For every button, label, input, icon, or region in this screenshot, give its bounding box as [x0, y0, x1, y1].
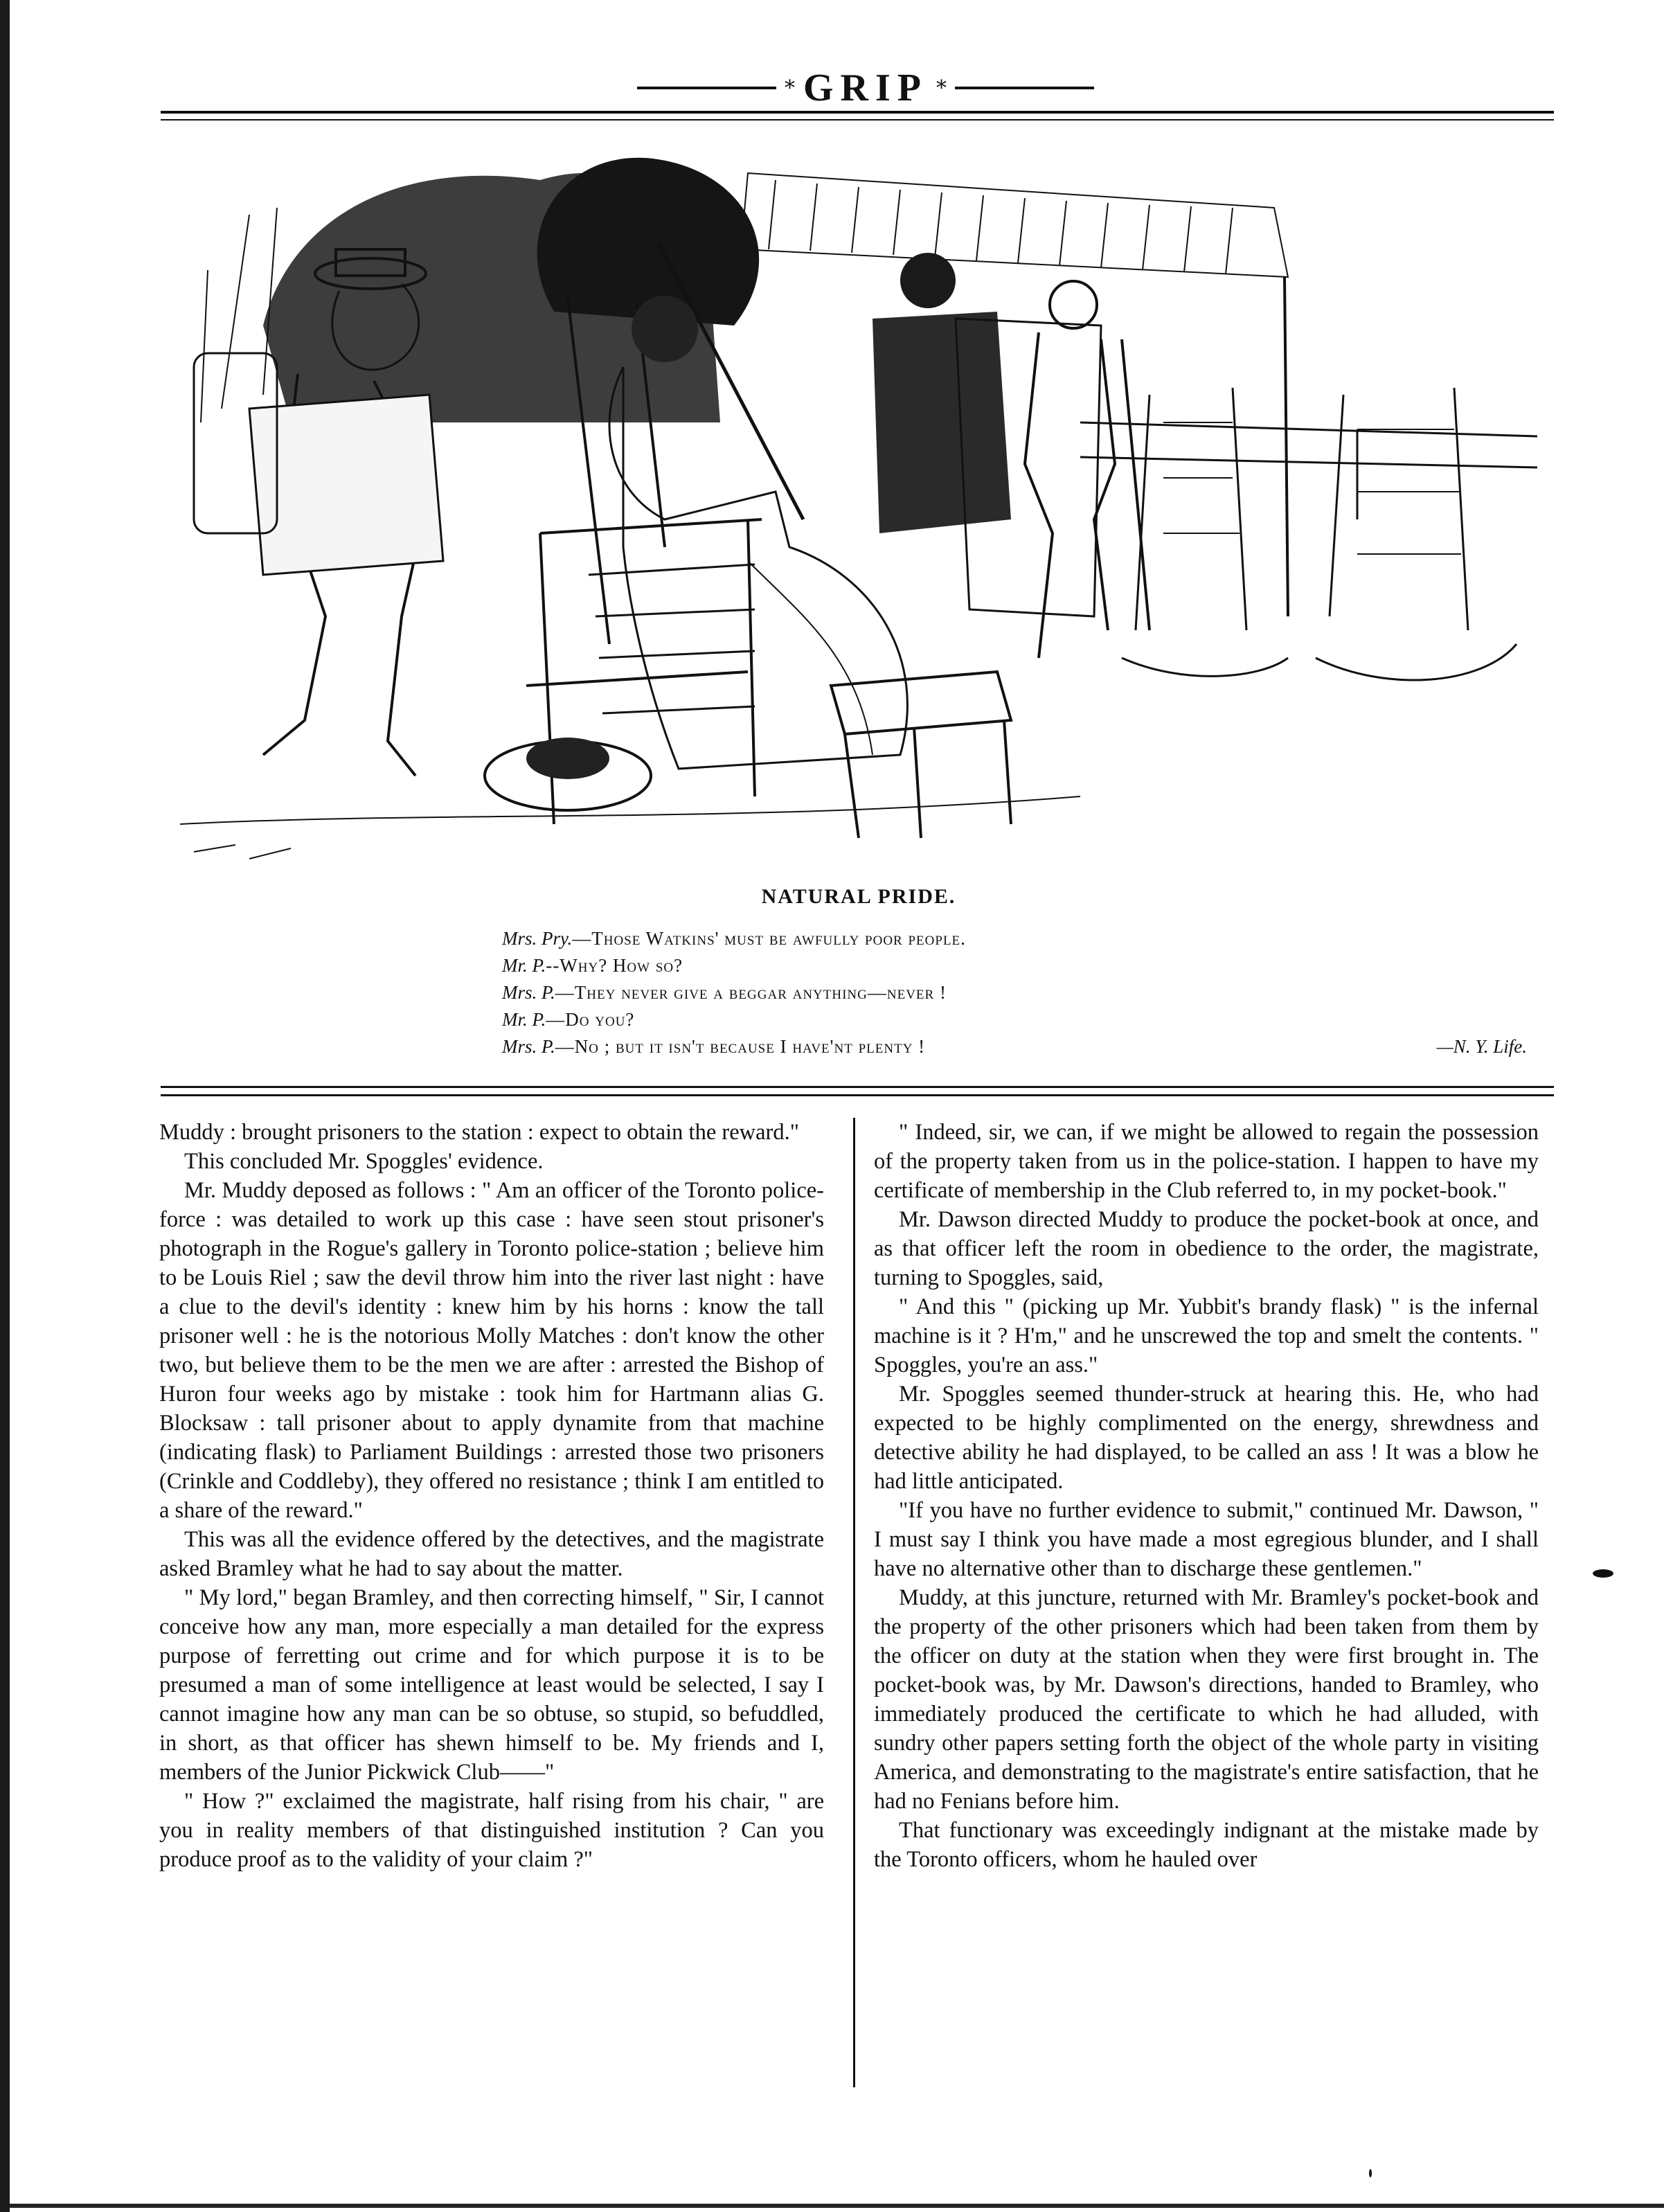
header-rule-thin [161, 119, 1554, 121]
print-blemish [1593, 1569, 1613, 1578]
masthead-rule-right [955, 87, 1094, 89]
article-paragraph: That functionary was exceedingly indignant at the mistake made by the Toronto officers, whom he hauled over [874, 1818, 1539, 1872]
section-rule-top [161, 1086, 1554, 1088]
dialogue-speaker: Mrs. Pry. [502, 928, 573, 949]
cartoon-caption-title: NATURAL PRIDE. [761, 885, 956, 908]
column-divider [853, 1118, 855, 2087]
masthead-star-icon: * [936, 75, 947, 100]
dialogue-line [502, 979, 1527, 1006]
article-paragraph: Muddy, at this juncture, returned with Mr. Bramley's pocket-book and the property of the other prisoners which had been taken from them by the officer on duty at the station when they were first brought in. The pocket-book was, by Mr. Dawson's directions, handed to Bramley, who immediately produced the certificate to which he had alluded, with sundry other papers setting forth the object of the whole party in visiting America, and demonstrating to the magistrate's entire satisfaction, that he had no Fenians before him. [874, 1585, 1539, 1814]
masthead-title: GRIP [803, 66, 928, 109]
dialogue-speaker: Mrs. P. [502, 1036, 555, 1057]
cartoon-dialogue [502, 925, 1527, 1060]
dialogue-text: —They never give a beggar anything—never ! [555, 982, 947, 1003]
article-paragraph: Mr. Dawson directed Muddy to produce the pocket-book at once, and as that officer left the room in obedience to the order, the magistrate, turning to Spoggles, said, [874, 1207, 1539, 1290]
section-rule-bottom [161, 1094, 1554, 1096]
dialogue-text: —No ; but it isn't because I have'nt plenty ! [555, 1036, 926, 1057]
dialogue-text: —Those Watkins' must be awfully poor people. [572, 928, 966, 949]
masthead-rule-left [637, 87, 776, 89]
masthead [637, 64, 1094, 112]
dialogue-line [502, 1033, 1527, 1060]
dialogue-speaker: Mrs. P. [502, 982, 555, 1003]
cartoon-source-credit: —N. Y. Life. [1436, 1036, 1527, 1057]
article-paragraph: Mr. Spoggles seemed thunder-struck at hearing this. He, who had expected to be highly complimented on the energy, shrewdness and detective ability he had displayed, to be called an ass ! It was a blow he had little anticipated. [874, 1382, 1539, 1494]
article-column-right [874, 1118, 1539, 1874]
dialogue-line [502, 1006, 1527, 1033]
article-paragraph: " Indeed, sir, we can, if we might be allowed to regain the possession of the property taken from us in the police-station. I happen to have my certificate of membership in the Club referred to, in my pocket-book." [874, 1120, 1539, 1203]
print-blemish [1369, 2169, 1372, 2177]
article-paragraph: This concluded Mr. Spoggles' evidence. [184, 1149, 544, 1174]
article-paragraph: " And this " (picking up Mr. Yubbit's brandy flask) " is the infernal machine is it ? H'm," and he unscrewed the top and smelt the contents. " Spoggles, you're an ass." [874, 1294, 1539, 1377]
article-paragraph: This was all the evidence offered by the detectives, and the magistrate asked Bramley what he had to say about the matter. [159, 1527, 824, 1581]
dialogue-text: —Do you? [546, 1009, 635, 1030]
masthead-star-icon: * [785, 75, 795, 100]
article-column-left [159, 1118, 824, 1874]
article-paragraph: Mr. Muddy deposed as follows : " Am an officer of the Toronto police-force : was detailed to work up this case : have seen stout prisoner's photograph in the Rogue's gallery in Toronto police-station ; believe him to be Louis Riel ; saw the devil throw him into the river last night : have a clue to the devil's identity : knew him by his horns : know the tall prisoner well : he is the notorious Molly Matches : don't know the other two, but believe them to be the men we are after : arrested the Bishop of Huron four weeks ago by mistake : took him for Hartmann alias G. Blocksaw : tall prisoner about to apply dynamite from that machine (indicating flask) to Parliament Buildings : arrested those two prisoners (Crinkle and Coddleby), they offered no resistance ; think I am entitled to a share of the reward." [159, 1178, 824, 1523]
article-paragraph: " My lord," began Bramley, and then correcting himself, " Sir, I cannot conceive how any man, more especially a man detailed for the express purpose of ferretting out crime and for which purpose it is to be presumed a man of some intelligence at least would be selected, I say I cannot imagine how any man can be so obtuse, so stupid, so befuddled, in short, as that officer has shewn himself to be. My friends and I, members of the Junior Pickwick Club——" [159, 1585, 824, 1785]
page-bottom-edge [10, 2204, 1664, 2208]
dialogue-text: --Why? How so? [546, 955, 683, 976]
dialogue-speaker: Mr. P. [502, 955, 546, 976]
article-paragraph: Muddy : brought prisoners to the station : expect to obtain the reward." [159, 1120, 799, 1145]
dialogue-line [502, 925, 1527, 952]
article-paragraph: "If you have no further evidence to submit," continued Mr. Dawson, " I must say I think you have made a most egregious blunder, and I shall have no alternative other than to discharge these gentlemen." [874, 1498, 1539, 1581]
dialogue-speaker: Mr. P. [502, 1009, 546, 1030]
header-rule-thick [161, 111, 1554, 114]
page-binding-edge [0, 0, 10, 2212]
cartoon-illustration [180, 132, 1537, 866]
dialogue-line [502, 952, 1527, 979]
article-paragraph: " How ?" exclaimed the magistrate, half rising from his chair, " are you in reality members of that distinguished institution ? Can you produce proof as to the validity of your claim ?" [159, 1789, 824, 1872]
